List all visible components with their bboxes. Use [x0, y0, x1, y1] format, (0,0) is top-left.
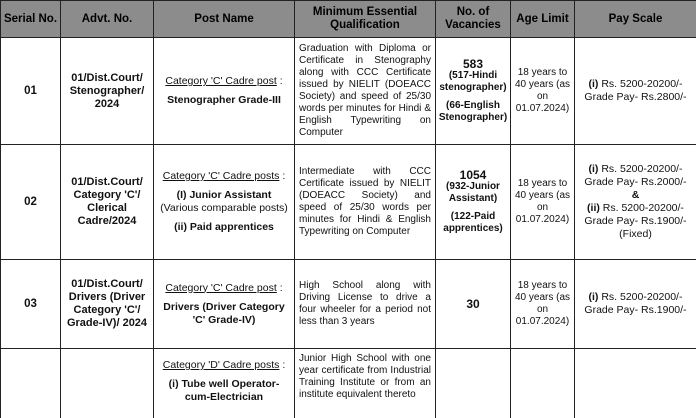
header-post: Post Name — [154, 1, 295, 38]
cadre-line — [158, 170, 290, 183]
cadre-label: Category 'D' Cadre posts — [162, 359, 280, 371]
pay-ampersand: & — [631, 189, 640, 201]
vacancies-breakdown-b: (66-English Stenographer) — [438, 100, 508, 123]
header-serial: Serial No. — [1, 1, 61, 38]
cadre-colon: : — [282, 359, 286, 371]
post-second-title: (ii) Paid apprentices — [174, 221, 274, 233]
pay-text: Rs. 5200-20200/- Grade Pay- Rs.1900/- — [584, 291, 687, 316]
qualification-cell: Junior High School with one year certificate from Industrial Training Institute or from an institute equivalent thereto — [295, 349, 436, 418]
advt-cell: 01/Dist.Court/ Category 'C'/ Clerical Cadre/2024 — [61, 145, 154, 260]
table-row — [1, 349, 696, 418]
pay-text: Rs. 5200-20200/- Grade Pay- Rs.1900/- — [584, 202, 687, 227]
post-cell — [154, 260, 295, 349]
pay-prefix: (ii) — [587, 202, 600, 214]
age-cell — [511, 349, 575, 418]
serial-cell: 01 — [1, 38, 61, 145]
header-pay: Pay Scale — [575, 1, 696, 38]
pay-line — [578, 163, 693, 189]
vacancies-cell — [436, 145, 511, 260]
pay-prefix: (i) — [588, 291, 599, 303]
header-vacancies: No. of Vacancies — [436, 1, 511, 38]
post-subtitle: (Various comparable posts) — [160, 202, 288, 214]
post-title: (I) Junior Assistant — [176, 189, 272, 201]
vacancies-total: 30 — [466, 297, 480, 311]
cadre-line — [158, 282, 290, 295]
vacancies-breakdown-b: (122-Paid apprentices) — [443, 211, 503, 234]
serial-cell: 03 — [1, 260, 61, 349]
post-title: (i) Tube well Operator-cum-Electrician — [168, 378, 280, 403]
pay-text: Rs. 5200-20200/- Grade Pay- Rs.2000/- — [584, 163, 687, 188]
pay-line — [578, 78, 693, 104]
age-cell: 18 years to 40 years (as on 01.07.2024) — [511, 260, 575, 349]
cadre-label: Category 'C' Cadre post — [165, 281, 277, 294]
qualification-cell: High School along with Driving License to drive a four wheeler for a period not less than 3 years — [295, 260, 436, 349]
pay-line — [578, 291, 693, 317]
header-qualification: Minimum Essential Qualification — [295, 1, 436, 38]
pay-cell — [575, 38, 696, 145]
cadre-line — [158, 75, 290, 88]
post-title: Drivers (Driver Category 'C' Grade-IV) — [163, 300, 285, 326]
vacancies-breakdown-a: (517-Hindi stenographer) — [439, 70, 507, 93]
serial-cell: 02 — [1, 145, 61, 260]
qualification-cell: Graduation with Diploma or Certificate in Stenography along with CCC Certificate issued by NIELIT (DOEACC Society) and speed of 25/30 words per minutes for Hindi & English Typewriting on Computer — [295, 38, 436, 145]
pay-cell — [575, 349, 696, 418]
pay-line-second — [578, 202, 693, 228]
post-title: Stenographer Grade-III — [167, 94, 281, 106]
post-cell — [154, 38, 295, 145]
table-row — [1, 260, 696, 349]
cadre-colon: : — [279, 281, 283, 294]
vacancies-breakdown-a: (932-Junior Assistant) — [446, 181, 500, 204]
header-age: Age Limit — [511, 1, 575, 38]
vacancies-total: 1054 — [459, 168, 487, 182]
cadre-line — [158, 359, 290, 372]
post-cell — [154, 349, 295, 418]
pay-prefix: (i) — [588, 163, 599, 175]
qualification-cell: Intermediate with CCC Certificate issued by NIELIT (DOEACC Society) and speed of 25/30 words per minutes for Hindi & English Typewriting on Computer — [295, 145, 436, 260]
post-cell — [154, 145, 295, 260]
table-row — [1, 145, 696, 260]
pay-cell — [575, 145, 696, 260]
pay-cell — [575, 260, 696, 349]
header-advt: Advt. No. — [61, 1, 154, 38]
cadre-label: Category 'C' Cadre posts — [162, 170, 280, 182]
table-row — [1, 38, 696, 145]
cadre-colon: : — [282, 170, 286, 182]
vacancies-cell — [436, 349, 511, 418]
advt-cell: 01/Dist.Court/ Drivers (Driver Category 'C'/ Grade-IV)/ 2024 — [61, 260, 154, 349]
vacancies-cell — [436, 38, 511, 145]
cadre-label: Category 'C' Cadre post — [165, 75, 277, 87]
age-cell: 18 years to 40 years (as on 01.07.2024) — [511, 145, 575, 260]
vacancies-cell — [436, 260, 511, 349]
pay-note: (Fixed) — [619, 228, 652, 240]
age-cell: 18 years to 40 years (as on 01.07.2024) — [511, 38, 575, 145]
vacancies-total: 583 — [462, 57, 484, 71]
advt-cell — [61, 349, 154, 418]
table-header-row — [1, 1, 696, 38]
pay-prefix: (i) — [588, 78, 599, 90]
serial-cell — [1, 349, 61, 418]
advt-cell: 01/Dist.Court/ Stenographer/ 2024 — [61, 38, 154, 145]
cadre-colon: : — [279, 75, 283, 87]
pay-text: Rs. 5200-20200/- Grade Pay- Rs.2800/- — [584, 78, 687, 103]
